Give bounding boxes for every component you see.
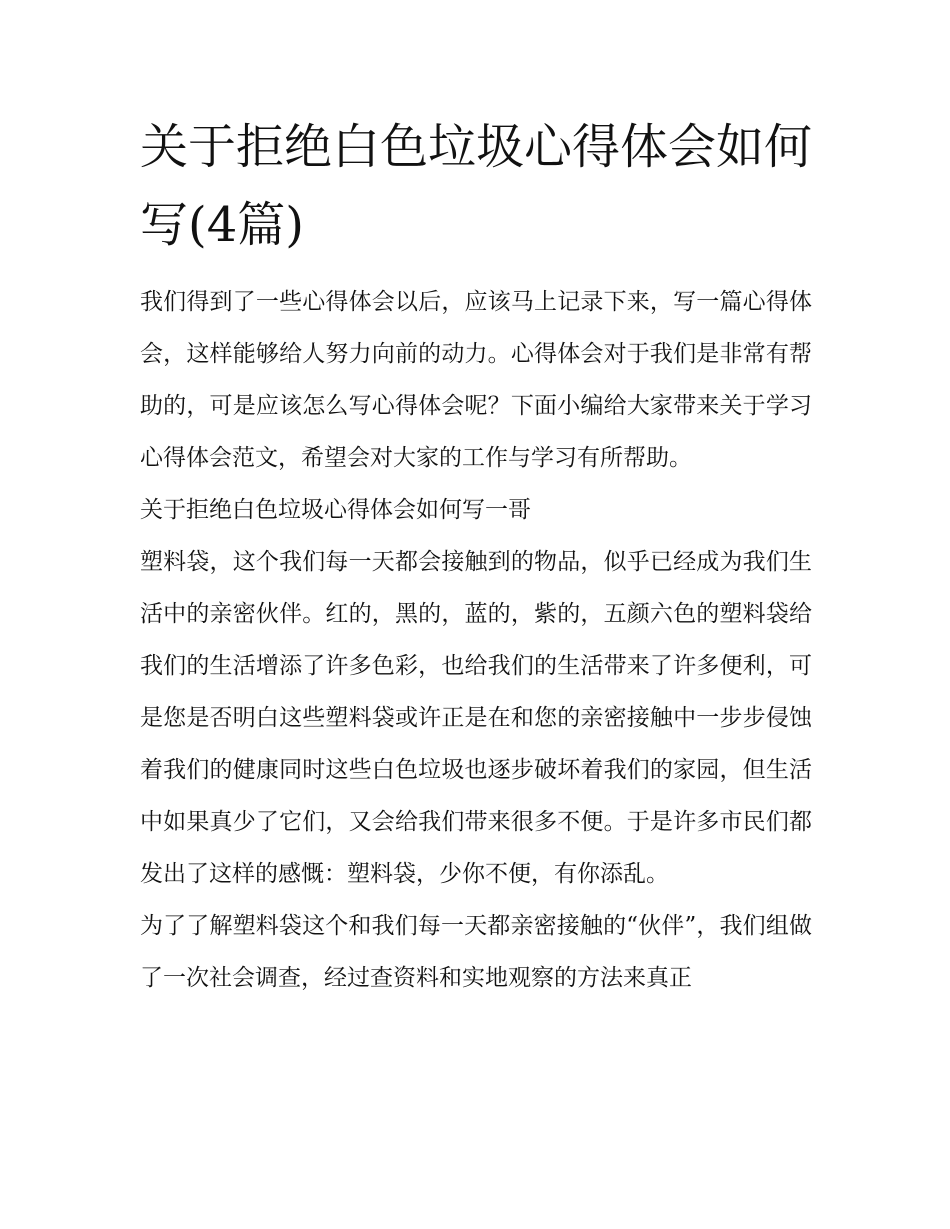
intro-paragraph: 我们得到了一些心得体会以后，应该马上记录下来，写一篇心得体会，这样能够给人努力向前的动力。心得体会对于我们是非常有帮助的，可是应该怎么写心得体会呢？下面小编给大家带来关于学习心得体会范文，希望会对大家的工作与学习有所帮助。 bbox=[140, 289, 812, 471]
section-heading: 关于拒绝白色垃圾心得体会如何写一哥 bbox=[140, 497, 531, 523]
body-paragraph-2: 为了了解塑料袋这个和我们每一天都亲密接触的“伙伴”，我们组做了一次社会调查，经过查资料和实地观察的方法来真正 bbox=[140, 913, 812, 991]
document-page bbox=[140, 108, 812, 1004]
document-title: 关于拒绝白色垃圾心得体会如何写(4篇) bbox=[140, 119, 813, 253]
body-paragraph-1: 塑料袋，这个我们每一天都会接触到的物品，似乎已经成为我们生活中的亲密伙伴。红的，黑的，蓝的，紫的，五颜六色的塑料袋给我们的生活增添了许多色彩，也给我们的生活带来了许多便利，可是您是否明白这些塑料袋或许正是在和您的亲密接触中一步步侵蚀着我们的健康同时这些白色垃圾也逐步破坏着我们的家园，但生活中如果真少了它们，又会给我们带来很多不便。于是许多市民们都发出了这样的感慨：塑料袋，少你不便，有你添乱。 bbox=[140, 549, 812, 887]
